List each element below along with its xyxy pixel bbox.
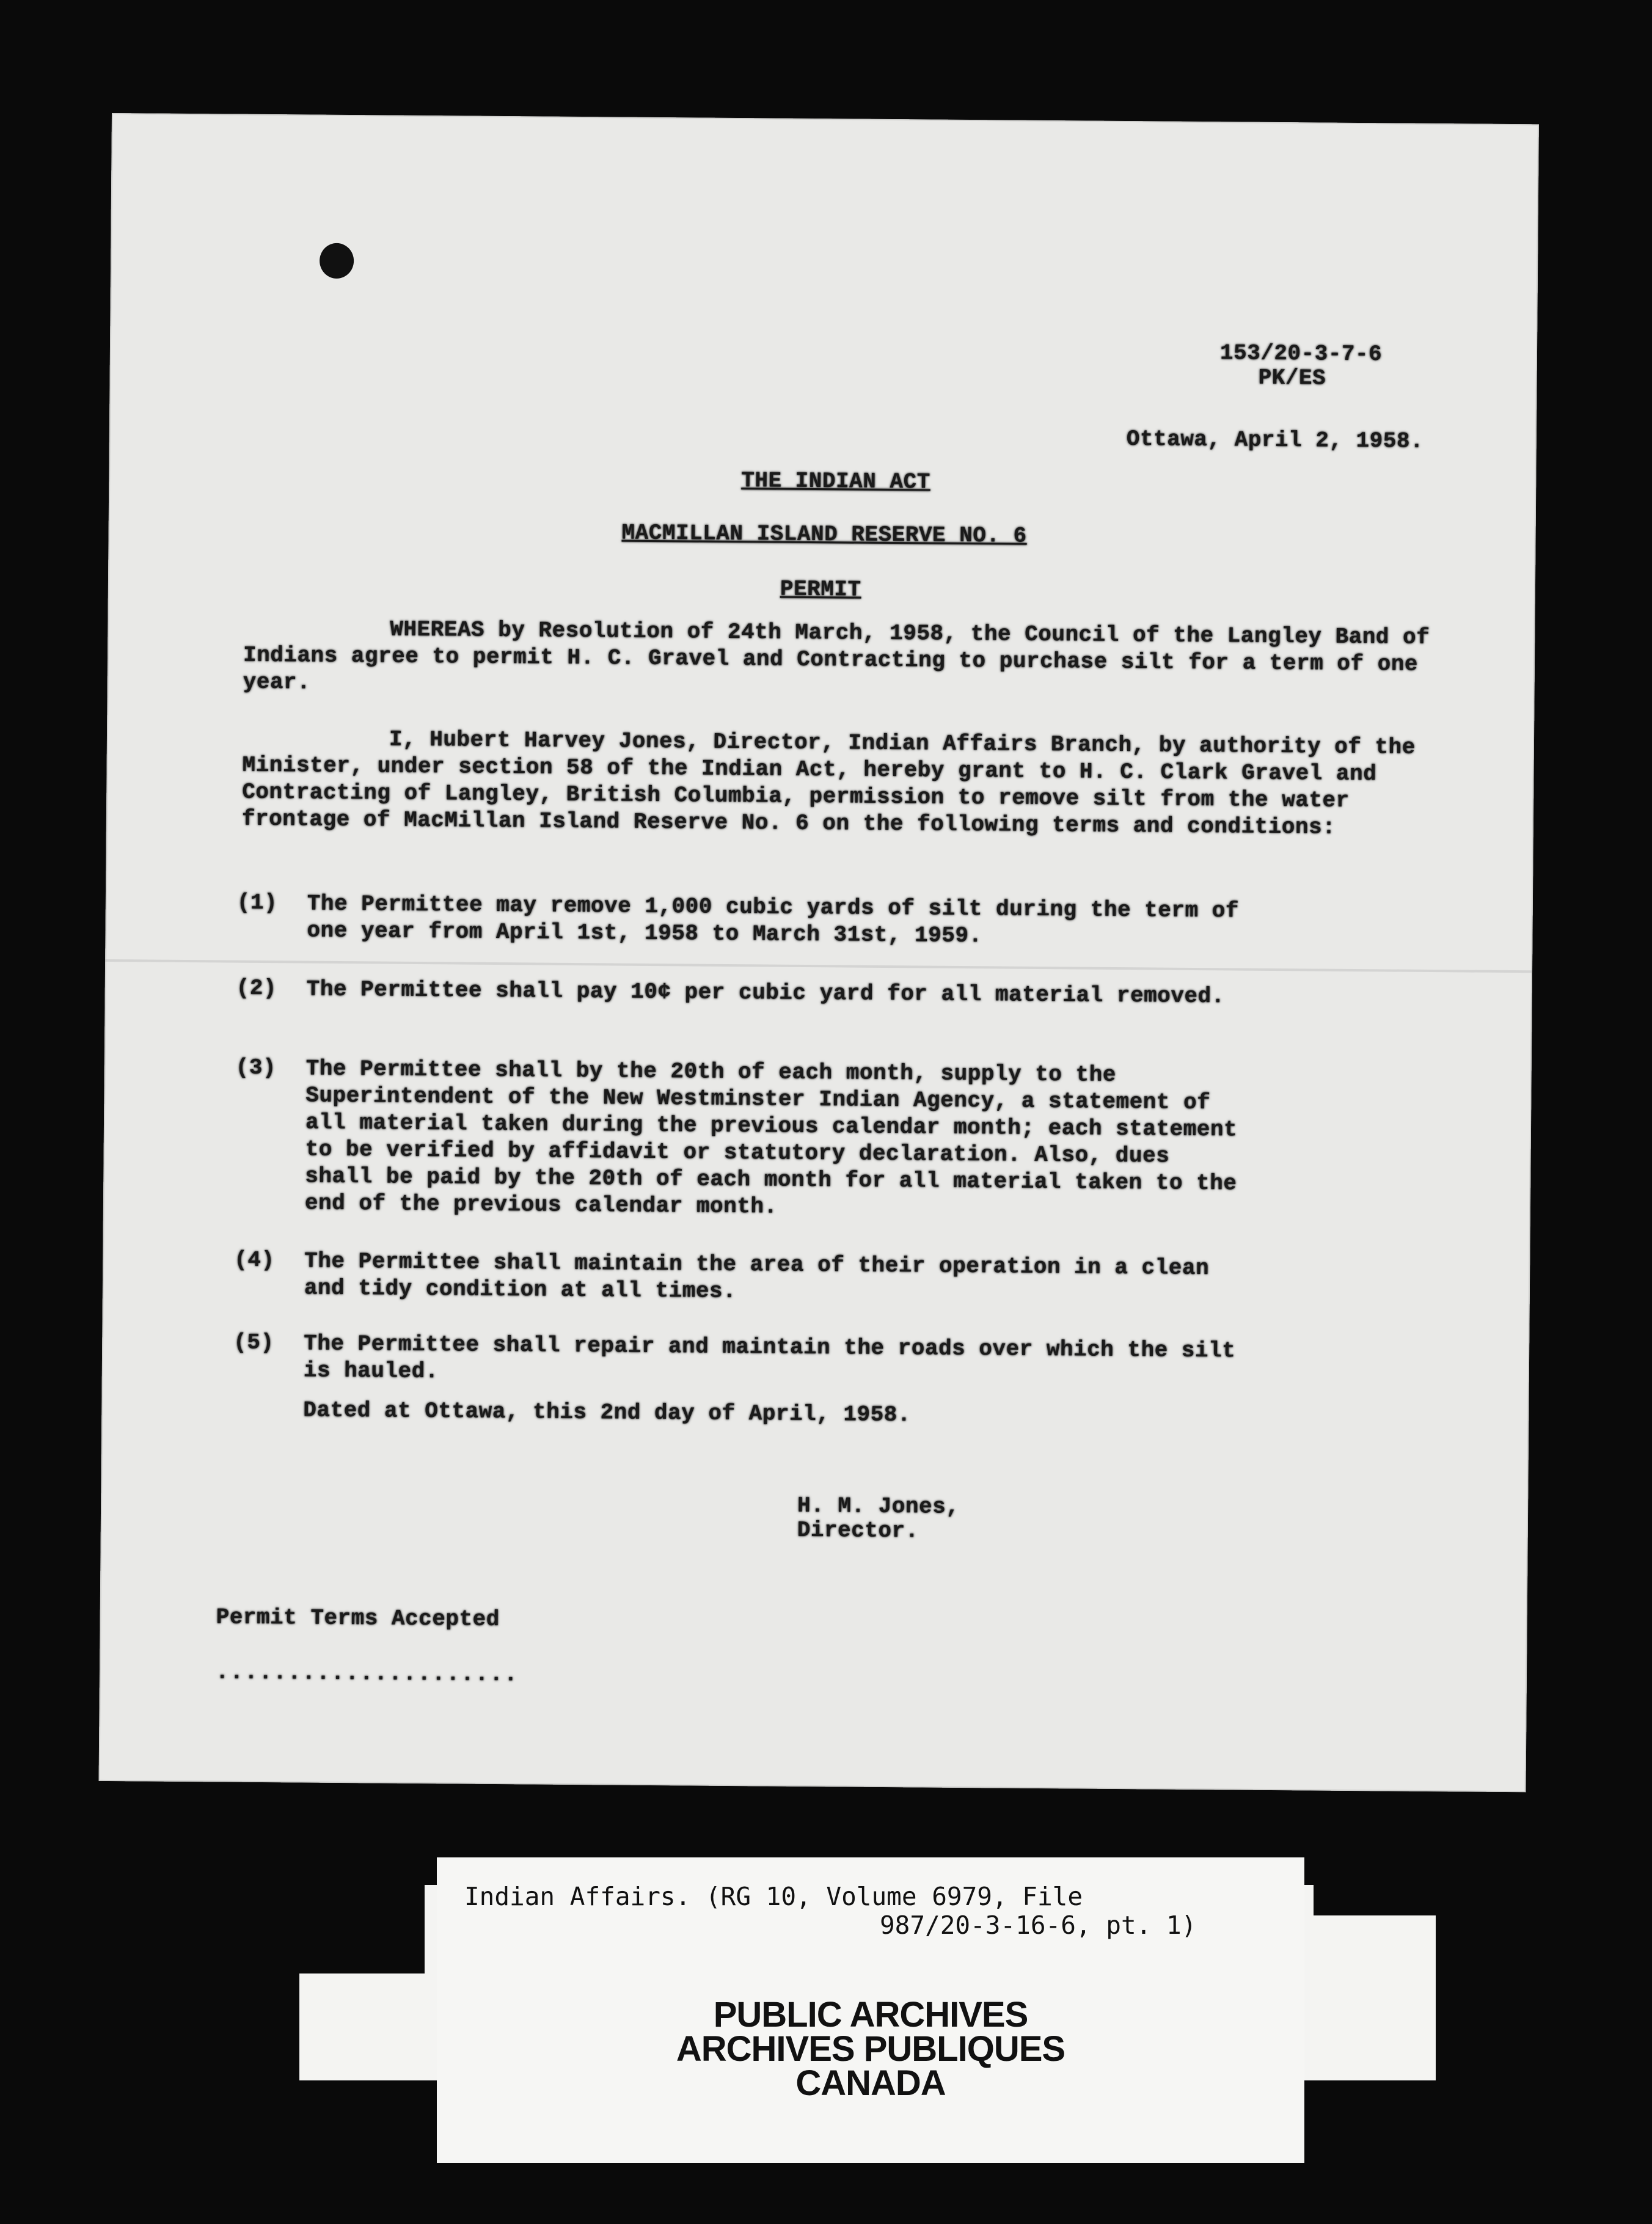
condition-number: (2): [236, 975, 277, 1001]
punch-hole: [320, 243, 354, 279]
condition-text: The Permittee shall maintain the area of their operation in a clean and tidy condition at all times.: [304, 1248, 1210, 1304]
citation-line-1: Indian Affairs. (RG 10, Volume 6979, File: [464, 1882, 1083, 1911]
signature-title: Director.: [797, 1517, 919, 1544]
condition-number: (1): [236, 890, 278, 916]
label-mask-left: [299, 1885, 425, 1973]
condition-text: The Permittee shall by the 20th of each month, supply to the Superintendent of the New Westminster Indian Agency, a statement of all material taken during the previous calendar month; each statement to be verified by affidavit or statutory declaration. Also, dues shall be paid by the 20th of each month for all material taken to the end of the previous calendar month.: [304, 1056, 1238, 1220]
condition-number: (4): [234, 1247, 275, 1273]
whereas-paragraph: WHEREAS by Resolution of 24th March, 1958, the Council of the Langley Band of Indians agree to permit H. C. Gravel and Contracting to purchase silt for a term of one year.: [243, 616, 1430, 695]
heading-reserve: MACMILLAN ISLAND RESERVE NO. 6: [621, 520, 1027, 549]
institution-french: ARCHIVES PUBLIQUES: [676, 2029, 1065, 2069]
heading-permit: PERMIT: [780, 576, 861, 602]
label-mask-right: [1314, 1885, 1436, 1915]
citation-line-2: 987/20-3-16-6, pt. 1): [880, 1911, 1197, 1940]
institution-english: PUBLIC ARCHIVES: [713, 1995, 1028, 2035]
condition-item: [236, 975, 1458, 1009]
condition-number: (3): [235, 1055, 277, 1081]
condition-item: [235, 1055, 1458, 1220]
acceptance-signature-line: .....................: [215, 1659, 519, 1688]
condition-text: The Permittee shall pay 10¢ per cubic yard for all material removed.: [306, 976, 1225, 1009]
document-page: [99, 113, 1539, 1792]
grant-paragraph: I, Hubert Harvey Jones, Director, Indian Affairs Branch, by authority of the Minister, under section 58 of the Indian Act, hereby grant to H. C. Clark Gravel and Contracting of Langley, British Columbia, permission to remove silt from the water frontage of MacMillan Island Reserve No. 6 on the following terms and conditions:: [241, 726, 1416, 840]
heading-act: THE INDIAN ACT: [741, 468, 930, 495]
file-reference: 153/20-3-7-6: [1219, 340, 1383, 367]
condition-item: [233, 1330, 1455, 1385]
file-initials: PK/ES: [1258, 365, 1326, 391]
dated-line: Dated at Ottawa, this 2nd day of April, 1958.: [303, 1397, 912, 1428]
condition-text: The Permittee may remove 1,000 cubic yards of silt during the term of one year from April 1st, 1958 to March 31st, 1959.: [307, 891, 1240, 949]
acceptance-label: Permit Terms Accepted: [216, 1604, 500, 1633]
institution-country: CANADA: [795, 2063, 946, 2103]
place-date: Ottawa, April 2, 1958.: [1126, 426, 1424, 454]
condition-item: [234, 1247, 1456, 1304]
condition-text: The Permittee shall repair and maintain the roads over which the silt is hauled.: [303, 1331, 1236, 1385]
condition-item: [236, 890, 1459, 949]
signature-name: H. M. Jones,: [797, 1493, 960, 1520]
condition-number: (5): [233, 1330, 274, 1356]
